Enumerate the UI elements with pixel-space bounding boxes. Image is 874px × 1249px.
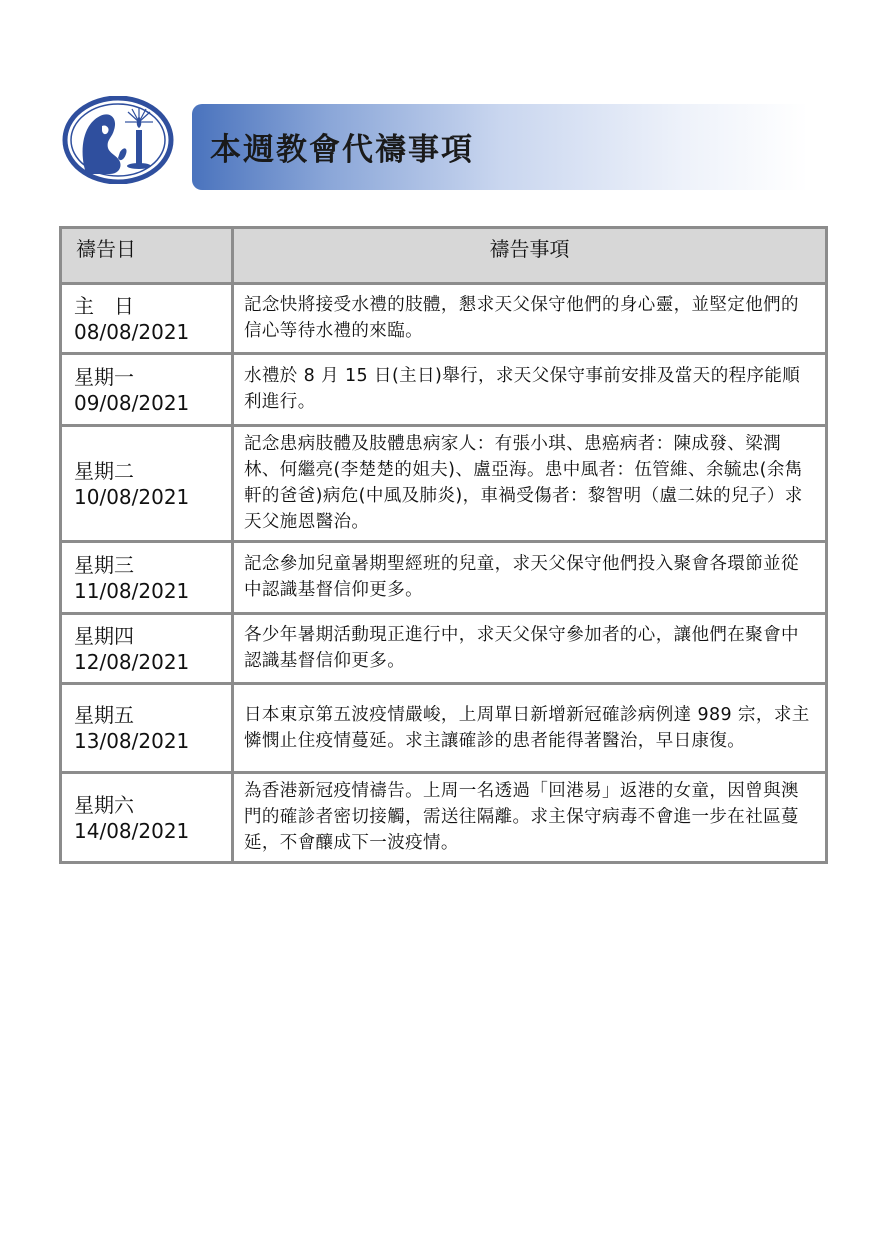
prayer-item: 各少年暑期活動現正進行中，求天父保守參加者的心，讓他們在聚會中認識基督信仰更多。 bbox=[233, 614, 827, 684]
weekday: 星期六 bbox=[74, 792, 134, 817]
prayer-item: 記念患病肢體及肢體患病家人：有張小琪、患癌病者：陳成發、梁潤林、何繼亮(李楚楚的姐夫)、盧亞海。患中風者：伍管維、余毓忠(余雋軒的爸爸)病危(中風及肺炎)，車禍受傷者：黎智明（盧二妹的兒子）求天父施恩醫治。 bbox=[233, 426, 827, 542]
header-prayer-day: 禱告日 bbox=[61, 228, 233, 284]
prayer-item: 水禮於 8 月 15 日(主日)舉行，求天父保守事前安排及當天的程序能順利進行。 bbox=[233, 354, 827, 426]
table-row bbox=[61, 284, 827, 354]
date: 08/08/2021 bbox=[74, 319, 190, 344]
weekday: 星期二 bbox=[74, 458, 134, 483]
table-row bbox=[61, 684, 827, 773]
date: 10/08/2021 bbox=[74, 484, 190, 509]
prayer-item: 日本東京第五波疫情嚴峻，上周單日新增新冠確診病例達 989 宗，求主憐憫止住疫情蔓延。求主讓確診的患者能得著醫治，早日康復。 bbox=[233, 684, 827, 773]
church-logo bbox=[62, 96, 174, 184]
date: 11/08/2021 bbox=[74, 578, 190, 603]
title-banner bbox=[192, 104, 808, 190]
table-row bbox=[61, 773, 827, 863]
table-header-row bbox=[61, 228, 827, 284]
date: 09/08/2021 bbox=[74, 390, 190, 415]
day-cell bbox=[61, 542, 233, 614]
date: 12/08/2021 bbox=[74, 649, 190, 674]
table-row bbox=[61, 354, 827, 426]
prayer-item: 記念快將接受水禮的肢體，懇求天父保守他們的身心靈，並堅定他們的信心等待水禮的來臨。 bbox=[233, 284, 827, 354]
date: 14/08/2021 bbox=[74, 818, 190, 843]
weekday: 主 日 bbox=[74, 293, 134, 318]
table-row bbox=[61, 542, 827, 614]
prayer-item: 記念參加兒童暑期聖經班的兒童，求天父保守他們投入聚會各環節並從中認識基督信仰更多。 bbox=[233, 542, 827, 614]
prayer-table bbox=[59, 226, 828, 864]
table-row bbox=[61, 614, 827, 684]
prayer-item: 為香港新冠疫情禱告。上周一名透過「回港易」返港的女童，因曾與澳門的確診者密切接觸，需送往隔離。求主保守病毒不會進一步在社區蔓延，不會釀成下一波疫情。 bbox=[233, 773, 827, 863]
weekday: 星期一 bbox=[74, 364, 134, 389]
page-title: 本週教會代禱事項 bbox=[210, 132, 474, 168]
date: 13/08/2021 bbox=[74, 729, 190, 753]
weekday: 星期四 bbox=[74, 623, 134, 648]
day-cell bbox=[61, 684, 233, 773]
header-prayer-items: 禱告事項 bbox=[233, 228, 827, 284]
day-cell bbox=[61, 426, 233, 542]
day-cell bbox=[61, 354, 233, 426]
weekday: 星期三 bbox=[74, 552, 134, 577]
day-cell bbox=[61, 284, 233, 354]
day-cell bbox=[61, 773, 233, 863]
weekday: 星期五 bbox=[74, 703, 134, 727]
table-row bbox=[61, 426, 827, 542]
day-cell bbox=[61, 614, 233, 684]
